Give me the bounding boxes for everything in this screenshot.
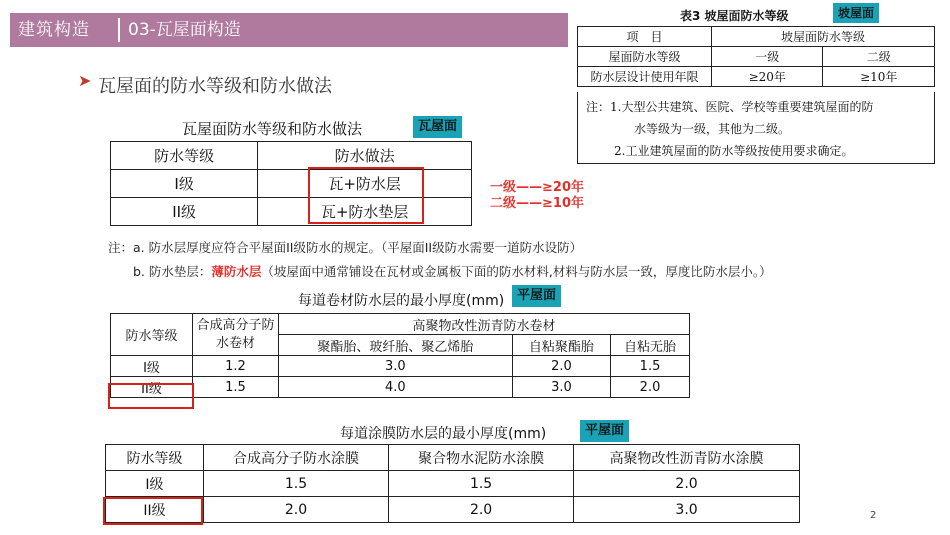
table4-note-line: 注：1.大型公共建筑、医院、学校等重要建筑屋面的防 bbox=[586, 100, 874, 114]
table-row bbox=[106, 471, 800, 497]
table-row bbox=[111, 377, 690, 398]
table-header: 聚合物水泥防水涂膜 bbox=[389, 445, 574, 471]
table-cell: 瓦+防水垫层 bbox=[258, 198, 472, 226]
table-cell: II级 bbox=[106, 497, 204, 523]
table1-caption: 瓦屋面防水等级和防水做法 bbox=[182, 120, 363, 138]
table-row bbox=[578, 27, 935, 47]
table-row bbox=[106, 497, 800, 523]
annotation-grade1: 一级——≥20年 bbox=[490, 180, 584, 195]
table-cell: II级 bbox=[111, 198, 258, 226]
section-subtitle: 瓦屋面的防水等级和防水做法 bbox=[98, 76, 332, 97]
note-b: b. 防水垫层：薄防水层（坡屋面中通常铺设在瓦材或金属板下面的防水材料,材料与防水层一致，厚度比防水层小。） bbox=[133, 264, 772, 279]
page-number: 2 bbox=[870, 510, 877, 521]
table-header: 高聚物改性沥青防水卷材 bbox=[279, 314, 690, 335]
table3-caption: 每道涂膜防水层的最小厚度(mm) bbox=[340, 426, 547, 442]
table-cell: 2.0 bbox=[204, 497, 389, 523]
table-cell: ≥10年 bbox=[823, 67, 935, 87]
highlight-box bbox=[103, 497, 203, 525]
table-cell: II级 bbox=[111, 377, 193, 398]
table-header: 自粘聚酯胎 bbox=[512, 335, 610, 356]
table-cell: 1.2 bbox=[193, 356, 279, 377]
annotation-grade2: 二级——≥10年 bbox=[490, 196, 584, 211]
table4-tag: 坡屋面 bbox=[833, 3, 879, 23]
table-cell: I级 bbox=[111, 170, 258, 198]
table4 bbox=[577, 26, 935, 87]
table-cell: 4.0 bbox=[279, 377, 513, 398]
table-cell: 3.0 bbox=[574, 497, 800, 523]
table2-tag: 平屋面 bbox=[512, 285, 561, 307]
table-cell: 1.5 bbox=[389, 471, 574, 497]
table-header: 合成高分子防水卷材 bbox=[193, 314, 279, 356]
table2-caption: 每道卷材防水层的最小厚度(mm) bbox=[298, 293, 505, 309]
note-a: 注：a. 防水层厚度应符合平屋面II级防水的规定。（平屋面II级防水需要一道防水设防） bbox=[108, 240, 583, 255]
table-cell: 1.5 bbox=[193, 377, 279, 398]
table-cell: 瓦+防水层 bbox=[258, 170, 472, 198]
table-cell: 一级 bbox=[712, 47, 823, 67]
table-row bbox=[578, 67, 935, 87]
table2 bbox=[110, 313, 690, 398]
table-cell: 1.5 bbox=[204, 471, 389, 497]
table-cell: I级 bbox=[106, 471, 204, 497]
table4-caption: 表3 坡屋面防水等级 bbox=[680, 9, 789, 23]
table4-note-line: 水等级为一级，其他为二级。 bbox=[634, 122, 791, 136]
table-row bbox=[111, 356, 690, 377]
bullet-arrow-icon: ➤ bbox=[78, 71, 92, 90]
table-cell: ≥20年 bbox=[712, 67, 823, 87]
header-bar bbox=[10, 13, 568, 47]
table4-notes bbox=[577, 92, 935, 164]
highlight-box bbox=[108, 383, 194, 409]
table-header: 聚酯胎、玻纤胎、聚乙烯胎 bbox=[279, 335, 513, 356]
table-cell: 屋面防水等级 bbox=[578, 47, 712, 67]
header-title: 03-瓦屋面构造 bbox=[128, 20, 241, 40]
table-row bbox=[106, 445, 800, 471]
table-cell: 2.0 bbox=[611, 377, 690, 398]
table-row bbox=[578, 47, 935, 67]
table-cell: 2.0 bbox=[389, 497, 574, 523]
table-header: 防水等级 bbox=[106, 445, 204, 471]
table3-tag: 平屋面 bbox=[580, 420, 629, 442]
table-header: 合成高分子防水涂膜 bbox=[204, 445, 389, 471]
table-header: 坡屋面防水等级 bbox=[712, 27, 935, 47]
table4-note-line: 2.工业建筑屋面的防水等级按使用要求确定。 bbox=[614, 144, 854, 158]
note-b-highlight: 薄防水层 bbox=[211, 264, 262, 279]
table-cell: I级 bbox=[111, 356, 193, 377]
table3 bbox=[105, 444, 800, 523]
table-header: 防水等级 bbox=[111, 314, 193, 356]
table-header: 项 目 bbox=[578, 27, 712, 47]
table-cell: 2.0 bbox=[512, 356, 610, 377]
highlight-box bbox=[308, 167, 424, 224]
header-separator bbox=[118, 18, 120, 42]
table-cell: 3.0 bbox=[279, 356, 513, 377]
table-header: 防水等级 bbox=[111, 142, 258, 170]
table-header: 高聚物改性沥青防水涂膜 bbox=[574, 445, 800, 471]
table-header: 防水做法 bbox=[258, 142, 472, 170]
table-cell: 3.0 bbox=[512, 377, 610, 398]
table-cell: 防水层设计使用年限 bbox=[578, 67, 712, 87]
table-row bbox=[111, 142, 472, 170]
table-cell: 二级 bbox=[823, 47, 935, 67]
header-section: 建筑构造 bbox=[18, 20, 90, 40]
table-row bbox=[111, 314, 690, 335]
table1-tag: 瓦屋面 bbox=[413, 116, 462, 138]
table-cell: 2.0 bbox=[574, 471, 800, 497]
table-header: 自粘无胎 bbox=[611, 335, 690, 356]
table-cell: 1.5 bbox=[611, 356, 690, 377]
